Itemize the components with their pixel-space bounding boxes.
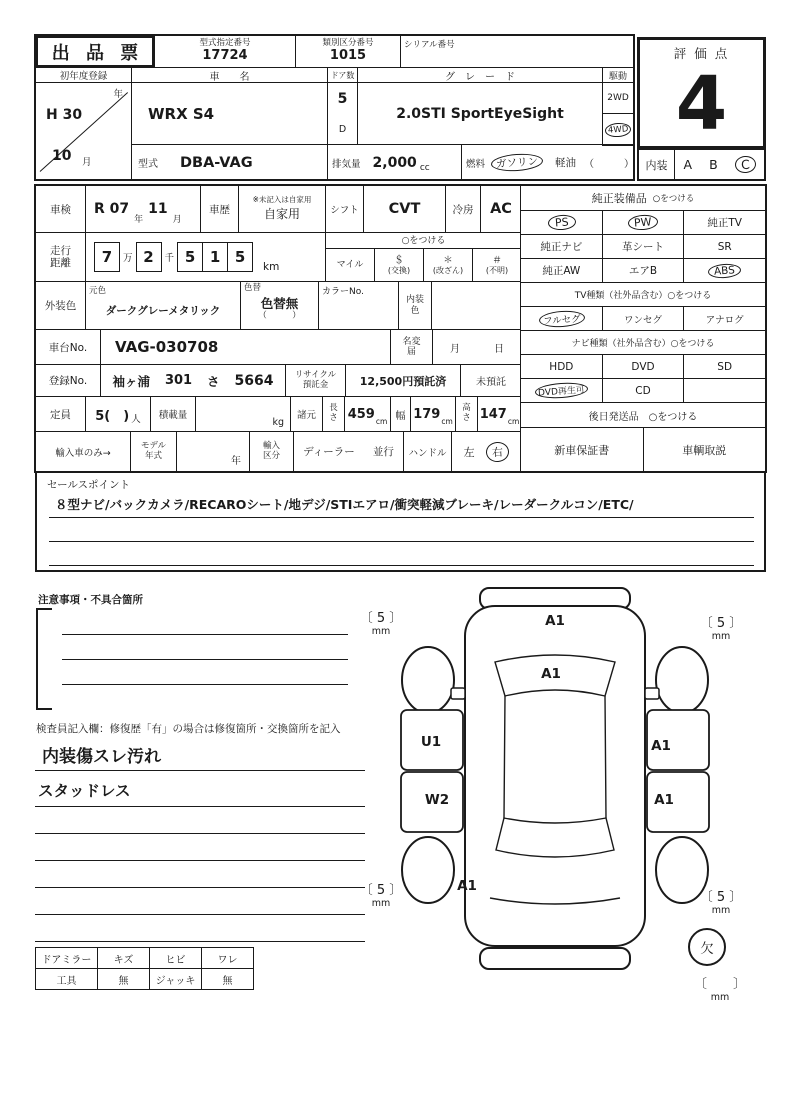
import-parallel: 並行 — [372, 446, 394, 458]
tire-depth-fl-unit: mm — [371, 625, 391, 637]
shaken-value — [86, 186, 201, 232]
color-no-cell — [319, 282, 399, 329]
tire-depth-front-left — [358, 612, 404, 638]
day-label: 日 — [494, 343, 504, 355]
equip-row-3 — [520, 258, 766, 283]
name-change-date — [433, 330, 521, 364]
length-cell — [345, 397, 391, 431]
import-type-cell — [294, 432, 404, 471]
interior-grades — [675, 150, 764, 179]
first-reg-label: 初年度登録 — [35, 67, 132, 83]
mark-unknown — [473, 249, 521, 281]
navi-sd-cell: SD — [717, 360, 733, 373]
tire-depth-rr-value: 〔 5 〕 — [699, 890, 743, 905]
dims-label: 諸元 — [291, 397, 323, 431]
equip-header — [520, 185, 766, 211]
navi-hdd-cell: HDD — [521, 355, 603, 378]
tire-depth-rl-unit: mm — [371, 897, 391, 909]
row-chassis — [35, 329, 522, 365]
month-label: 月 — [450, 343, 460, 355]
equip-ps-circled: PS — [547, 214, 576, 231]
first-reg-month: 10 — [52, 148, 72, 164]
mileage-digits — [86, 233, 326, 281]
model-cell — [131, 144, 328, 181]
tv-oneseg-cell: ワンセグ — [603, 307, 685, 330]
interior-grade-box — [637, 148, 766, 181]
drive-4wd-cell — [602, 113, 634, 146]
cd-cell: CD — [603, 379, 685, 402]
displacement-unit: cc — [419, 163, 430, 173]
unit-km: km — [263, 261, 280, 273]
tv-type-row — [520, 306, 766, 331]
equip-header-cell — [521, 186, 765, 210]
mileage-digit-3: 5 — [177, 242, 203, 272]
tv-fullseg-circled: フルセグ — [538, 309, 585, 328]
recycle-deposited: 12,500円預託済 — [346, 365, 461, 396]
caution-bracket — [36, 608, 52, 710]
score-label: 評 価 点 — [673, 46, 730, 61]
history-cell — [239, 186, 326, 232]
chassis-value: VAG-030708 — [101, 330, 391, 364]
length-label — [323, 397, 345, 431]
media-row — [520, 378, 766, 403]
repaint-label: 色替 — [244, 283, 262, 293]
tools-table — [35, 947, 254, 990]
equip-header-note: ○をつける — [652, 194, 695, 204]
tv-type-header — [520, 282, 766, 307]
mark-tampered-label: (改ざん) — [432, 265, 464, 275]
interior-grade-b: B — [709, 157, 718, 172]
wheel-front-left — [402, 647, 454, 713]
height-label-2: さ — [462, 413, 471, 423]
reg-label: 登録No. — [36, 365, 101, 396]
note-line-4 — [35, 860, 365, 861]
model-label: 型式 — [138, 159, 158, 170]
length-label-2: さ — [329, 413, 338, 423]
media-empty-cell — [684, 379, 765, 402]
displacement-cell — [327, 144, 462, 181]
tire-depth-front-right — [698, 617, 744, 643]
damage-mark-rf-door: A1 — [651, 738, 671, 754]
interior-color-label — [399, 282, 432, 329]
history-value: 自家用 — [263, 206, 300, 221]
mark-mile-label: マイル — [336, 259, 364, 270]
wheel-rear-left — [402, 837, 454, 903]
tire-depth-fr-value: 〔 5 〕 — [699, 616, 743, 631]
navi-type-header — [520, 330, 766, 355]
interior-color-label-1: 内装 — [405, 295, 424, 306]
mark-unknown-label: (不明) — [485, 265, 509, 275]
handle-cell — [452, 432, 521, 471]
doors-value: 5 — [337, 91, 348, 107]
tools-r2c3: ジャッキ — [150, 969, 202, 990]
unit-sen: 千 — [164, 253, 175, 264]
tv-analog-cell: アナログ — [705, 314, 744, 326]
mileage-digit-4: 1 — [202, 242, 228, 272]
warranty-book-cell: 新車保証書 — [521, 428, 644, 471]
sales-point-box — [35, 471, 766, 572]
inspector-note: 検査員記入欄：修復歴「有」の場合は修復箇所・交換箇所を記入 — [36, 723, 341, 735]
equip-row-2 — [520, 234, 766, 259]
capacity-cell — [86, 397, 151, 431]
car-name: WRX S4 — [131, 82, 328, 145]
note-line-2 — [35, 806, 365, 807]
interior-label: 内装 — [639, 150, 675, 179]
tire-depth-rl-value: 〔 5 〕 — [359, 883, 403, 898]
sales-point-text: ８型ナビ/バックカメラ/RECAROシート/地デジ/STIエアロ/衝突軽減ブレーキ/レーダークルコン/ETC/ — [55, 497, 634, 512]
class-code-label: 類別区分番号 — [322, 38, 374, 49]
doors-cell — [327, 82, 358, 145]
equip-airbag-cell: エアB — [603, 259, 685, 282]
shaken-month: 11 — [148, 201, 168, 217]
note-line-7 — [35, 941, 365, 942]
tools-r1c1: ドアミラー — [36, 948, 98, 969]
cool-label: 冷房 — [446, 186, 481, 232]
tv-type-header-cell: TV種類（社外品含む）○をつける — [574, 291, 712, 301]
equip-pw-circled: PW — [628, 214, 658, 231]
equip-sr-cell: SR — [717, 240, 732, 253]
damage-mark-hood: A1 — [541, 666, 561, 682]
inspector-entry-2: スタッドレス — [38, 782, 131, 800]
tools-r1c2: キズ — [98, 948, 150, 969]
note-line-6 — [35, 914, 365, 915]
damage-mark-lr-door: W2 — [424, 792, 450, 808]
handle-right-circled: 右 — [486, 441, 510, 463]
rear-bumper — [480, 948, 630, 969]
caution-line-1 — [62, 634, 348, 635]
doors-sub: D — [338, 124, 347, 136]
drive-2wd: 2WD — [602, 82, 634, 114]
note-line-1 — [35, 770, 365, 771]
equip-leather-cell: 革シート — [603, 235, 685, 258]
repaint-value: 色替無 — [260, 296, 299, 312]
missing-part-circled: 欠 — [688, 928, 726, 966]
score-value: 4 — [675, 60, 728, 147]
name-change-label — [391, 330, 433, 364]
interior-color-cell — [432, 282, 521, 329]
height-label-1: 高 — [462, 403, 471, 414]
fuel-gasoline-circled: ガソリン — [490, 152, 543, 173]
fuel-diesel: 軽油 — [555, 157, 577, 169]
manual-cell: 車輌取説 — [682, 443, 727, 457]
capacity-unit: 人 — [131, 414, 141, 425]
damage-mark-front: A1 — [545, 613, 565, 629]
tools-r1c3: ヒビ — [150, 948, 202, 969]
repaint-blank: （ ） — [258, 310, 301, 321]
tire-depth-rear-right — [698, 891, 744, 917]
navi-dvd-cell: DVD — [603, 355, 685, 378]
import-only-label: 輸入車のみ→ — [36, 432, 131, 471]
plate-number: 5664 — [234, 372, 274, 389]
recycle-label — [286, 365, 346, 396]
length-unit: cm — [375, 417, 388, 426]
history-label: 車歴 — [201, 186, 239, 232]
mileage-label — [36, 233, 86, 281]
model-year-label-1: モデル — [140, 440, 167, 451]
width-label: 幅 — [391, 397, 411, 431]
tv-fullseg-cell — [521, 307, 603, 330]
tire-depth-fl-value: 〔 5 〕 — [359, 611, 403, 626]
tire-depth-rr-unit: mm — [711, 904, 731, 916]
wheel-front-right — [656, 647, 708, 713]
height-value: 147 — [479, 406, 507, 422]
mark-options — [326, 249, 521, 281]
model-code-value: 17724 — [202, 47, 248, 63]
unit-man: 万 — [123, 253, 133, 264]
grade-label: グ レ ー ド — [357, 67, 603, 83]
shaken-month-unit: 月 — [172, 215, 182, 225]
navi-type-row — [520, 354, 766, 379]
sales-line-1 — [49, 517, 754, 518]
mileage-mark-cell — [326, 233, 521, 281]
class-code-value: 1015 — [329, 47, 367, 63]
equip-abs-circled: ABS — [708, 262, 742, 278]
later-ship-header — [520, 402, 766, 428]
mileage-label-1: 走行 — [50, 244, 71, 257]
shaken-era: R 07 — [94, 201, 130, 217]
mark-exchange-symbol: ＄ — [394, 254, 404, 266]
recycle-label-1: リサイクル — [294, 369, 337, 380]
right-mirror — [645, 688, 659, 699]
interior-grade-c-circled: C — [734, 155, 756, 173]
width-unit: cm — [441, 417, 453, 426]
handle-label: ハンドル — [404, 432, 452, 471]
plate-class: 301 — [164, 373, 193, 388]
mileage-digit-1: 7 — [94, 242, 120, 272]
length-value: 459 — [347, 406, 375, 422]
missing-measure — [694, 978, 746, 1004]
row-mileage — [35, 232, 522, 282]
mark-exchange-label: (交換) — [387, 265, 411, 275]
import-div-label-2: 区分 — [262, 450, 280, 461]
model-value: DBA-VAG — [180, 154, 253, 171]
plate-kana: さ — [207, 373, 220, 389]
mileage-digit-2: 2 — [136, 242, 162, 272]
month-unit: 月 — [82, 157, 92, 168]
year-unit: 年 — [113, 89, 123, 100]
capacity-value: 5( ) — [95, 408, 130, 424]
equip-abs-cell — [684, 259, 765, 282]
orig-color-value: ダークグレーメタリック — [105, 305, 221, 317]
model-year-label — [131, 432, 177, 471]
chassis-label: 車台No. — [36, 330, 101, 364]
damage-mark-rr-door: A1 — [654, 792, 674, 808]
tools-r2c1: 工具 — [36, 969, 98, 990]
doors-label: ドア数 — [327, 67, 358, 83]
score-box — [637, 37, 766, 149]
height-cell — [478, 397, 521, 431]
color-no-label: カラーNo. — [322, 287, 364, 297]
model-code-label: 型式指定番号 — [199, 38, 251, 49]
equip-aw-cell: 純正AW — [521, 259, 603, 282]
car-body — [465, 606, 645, 946]
tools-r1c4: ワレ — [202, 948, 254, 969]
caution-line-3 — [62, 684, 348, 685]
capacity-label: 定員 — [36, 397, 86, 431]
navi-type-header-cell: ナビ種類（社外品含む）○をつける — [571, 339, 715, 349]
damage-mark-lr-quarter: A1 — [457, 878, 477, 894]
width-cell — [411, 397, 456, 431]
left-mirror — [451, 688, 465, 699]
plate-area: 袖ヶ浦 — [112, 373, 150, 389]
equip-row-1 — [520, 210, 766, 235]
recycle-label-2: 預託金 — [302, 379, 329, 390]
shift-value: CVT — [364, 186, 446, 232]
missing-measure-bracket: 〔 〕 — [694, 977, 747, 992]
name-change-label-2: 届 — [406, 347, 416, 357]
mark-mile — [326, 249, 375, 281]
tire-depth-rear-left — [358, 884, 404, 910]
missing-measure-unit: mm — [710, 991, 730, 1003]
row-shaken — [35, 185, 522, 233]
shaken-year-unit: 年 — [134, 215, 144, 225]
load-cell: kg — [196, 397, 291, 431]
first-reg-cell — [35, 82, 132, 181]
equip-ps-cell — [521, 211, 603, 234]
ext-color-label: 外装色 — [36, 282, 86, 329]
dvd-play-cell — [521, 379, 603, 402]
drive-4wd-circled: 4WD — [604, 122, 631, 138]
model-year-label-2: 年式 — [144, 450, 162, 461]
sales-line-3 — [49, 565, 754, 566]
tire-depth-fr-unit: mm — [711, 630, 731, 642]
grade-value: 2.0STI SportEyeSight — [357, 82, 603, 145]
fuel-blank: （ ） — [584, 159, 635, 170]
height-unit: cm — [507, 417, 520, 426]
height-label — [456, 397, 478, 431]
name-label: 車 名 — [131, 67, 328, 83]
sales-point-label: セールスポイント — [47, 479, 131, 491]
form-title: 出 品 票 — [35, 35, 155, 68]
tools-r2c4: 無 — [202, 969, 254, 990]
orig-color-label: 元色 — [89, 286, 107, 296]
mark-header: ○をつける — [326, 233, 521, 249]
fuel-cell — [461, 144, 635, 181]
displacement-label: 排気量 — [332, 158, 361, 170]
dvd-play-circled: DVD再生可 — [534, 381, 588, 400]
equip-header-label: 純正装備品 — [591, 192, 647, 205]
import-div-label — [250, 432, 294, 471]
class-code-cell — [295, 35, 401, 68]
interior-grade-a: A — [683, 157, 693, 172]
history-note: ※未記入は自家用 — [252, 195, 312, 205]
model-year-cell: 年 — [177, 432, 250, 471]
repaint-cell — [241, 282, 319, 329]
shaken-label: 車検 — [36, 186, 86, 232]
row-spec — [35, 396, 522, 432]
serial-cell — [400, 35, 634, 68]
model-code-cell — [154, 35, 296, 68]
drive-label: 駆動 — [602, 67, 634, 83]
load-label: 積載量 — [151, 397, 196, 431]
width-value: 179 — [413, 406, 441, 422]
mark-tampered-symbol: ＊ — [443, 254, 453, 266]
later-ship-header-cell: 後日発送品 ○をつける — [588, 411, 698, 423]
equip-pw-cell — [603, 211, 685, 234]
mark-exchange — [375, 249, 424, 281]
first-reg-year: H 30 — [46, 107, 83, 123]
recycle-not-deposited: 未預託 — [476, 377, 506, 388]
interior-color-label-2: 色 — [410, 305, 420, 316]
row-registration — [35, 364, 522, 397]
caution-line-2 — [62, 659, 348, 660]
inspector-entry-1: 内装傷スレ汚れ — [42, 747, 161, 767]
plate-cell — [101, 365, 286, 396]
caution-label: 注意事項・不具合箇所 — [38, 594, 143, 606]
note-line-3 — [35, 833, 365, 834]
import-dealer: ディーラー — [303, 446, 355, 458]
later-ship-row — [520, 427, 766, 472]
name-change-label-1: 名変 — [402, 336, 421, 347]
length-label-1: 長 — [329, 403, 338, 414]
fuel-label: 燃料 — [466, 158, 486, 170]
mark-unknown-symbol: ＃ — [492, 254, 502, 266]
mark-tampered — [424, 249, 473, 281]
row-import — [35, 431, 522, 472]
cool-value: AC — [490, 201, 512, 217]
shift-label: シフト — [326, 186, 364, 232]
handle-left: 左 — [463, 445, 475, 459]
mileage-label-2: 距離 — [50, 257, 71, 269]
note-line-5 — [35, 887, 365, 888]
orig-color-cell — [86, 282, 241, 329]
displacement-value: 2,000 — [372, 154, 417, 171]
row-color — [35, 281, 522, 330]
serial-label: シリアル番号 — [404, 40, 455, 50]
import-div-label-1: 輸入 — [262, 440, 280, 451]
mileage-digit-5: 5 — [227, 242, 253, 272]
equip-navi-cell: 純正ナビ — [521, 235, 603, 258]
equip-tv-cell: 純正TV — [707, 217, 742, 229]
sales-line-2 — [49, 541, 754, 542]
tools-r2c2: 無 — [98, 969, 150, 990]
damage-mark-lf-door: U1 — [420, 734, 442, 750]
